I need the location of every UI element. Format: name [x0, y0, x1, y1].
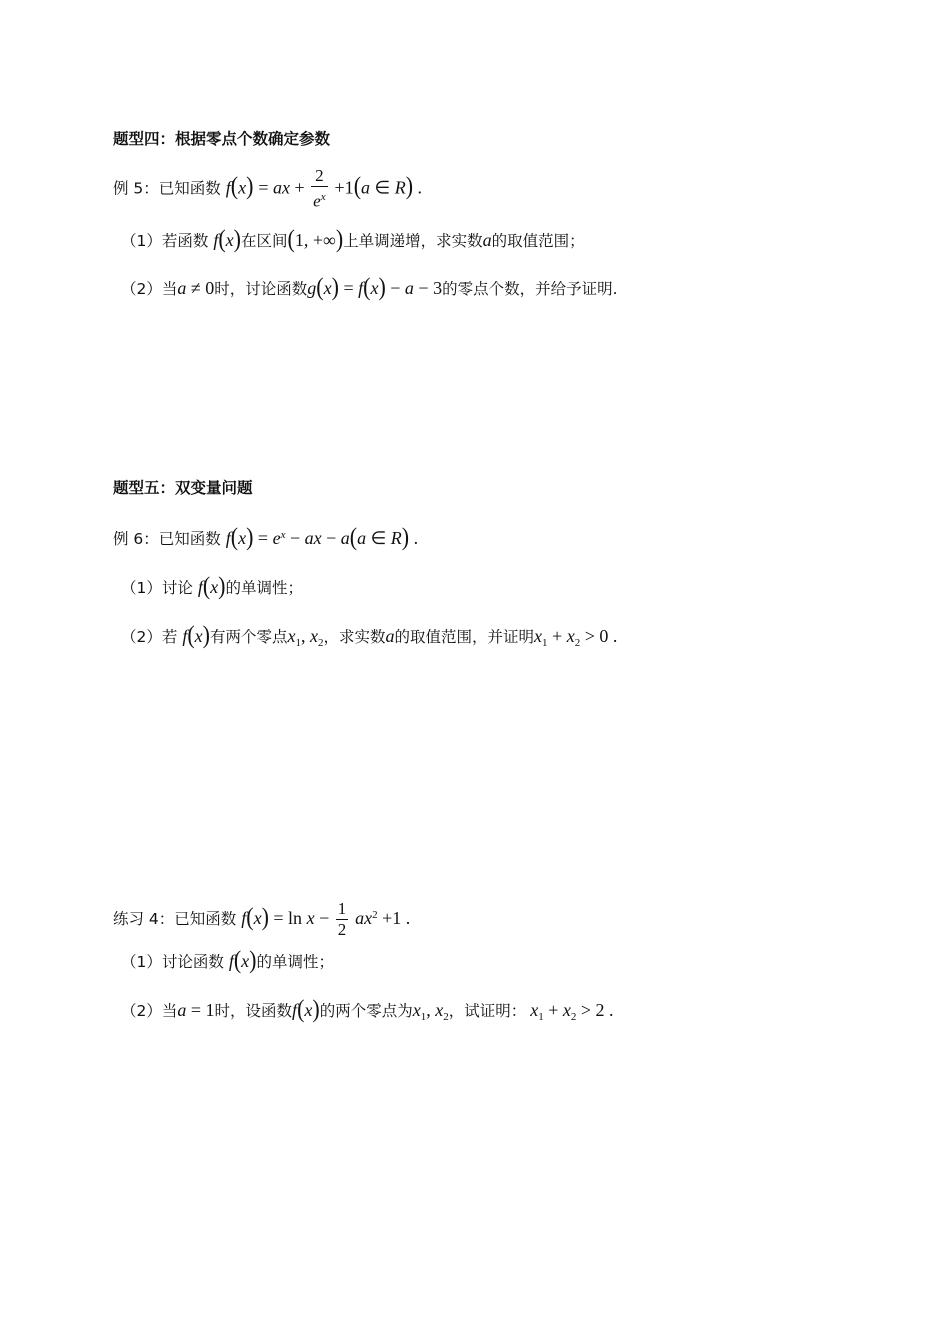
example-6-part-2: （2）若 f(x)有两个零点$x_1$, $x_2$，求实数a的取值范围，并证明$x_1 + x_2 > 0$ . [121, 620, 618, 650]
practice-4-part-2: （2）当a = 1时，设函数f(x)的两个零点为$x_1$, $x_2$，试证明： $x_1 + x_2 > 2$ . [121, 994, 614, 1024]
practice-4-label: 练习 4：已知函数 [113, 910, 237, 928]
example-5-part-2: （2）当a ≠ 0时，讨论函数g(x) = f(x) − a − 3的零点个数，并给予证明. [121, 272, 618, 301]
example-5-label: 例 5：已知函数 [113, 179, 221, 198]
example-6-statement: 例 6：已知函数 $f(x) = e^x$ − ax − a(a ∈ R) . [113, 522, 419, 551]
example-5-part-1: （1）若函数 f(x)在区间(1, +∞)上单调递增，求实数a的取值范围； [121, 224, 585, 253]
section-heading-5: 题型五：双变量问题 [113, 479, 253, 497]
fraction-2-over-ex: $\frac{2}{e^x}$ [313, 166, 326, 211]
practice-4-statement: 练习 4：已知函数 f(x) = ln x − $\frac{1}{2}$ $ax^2 +1$ . [113, 899, 411, 939]
fraction-1-over-2: $\frac{1}{2}$ [337, 899, 347, 939]
practice-4-part-1: （1）讨论函数 f(x)的单调性； [121, 945, 334, 974]
example-5-statement: 例 5：已知函数 f(x) = ax + $\frac{2}{e^x}$ +1(a ∈ R) . [113, 166, 423, 211]
example-6-part-1: （1）讨论 f(x)的单调性； [121, 571, 303, 600]
example-6-label: 例 6：已知函数 [113, 530, 221, 549]
section-heading-4: 题型四：根据零点个数确定参数 [113, 130, 331, 148]
